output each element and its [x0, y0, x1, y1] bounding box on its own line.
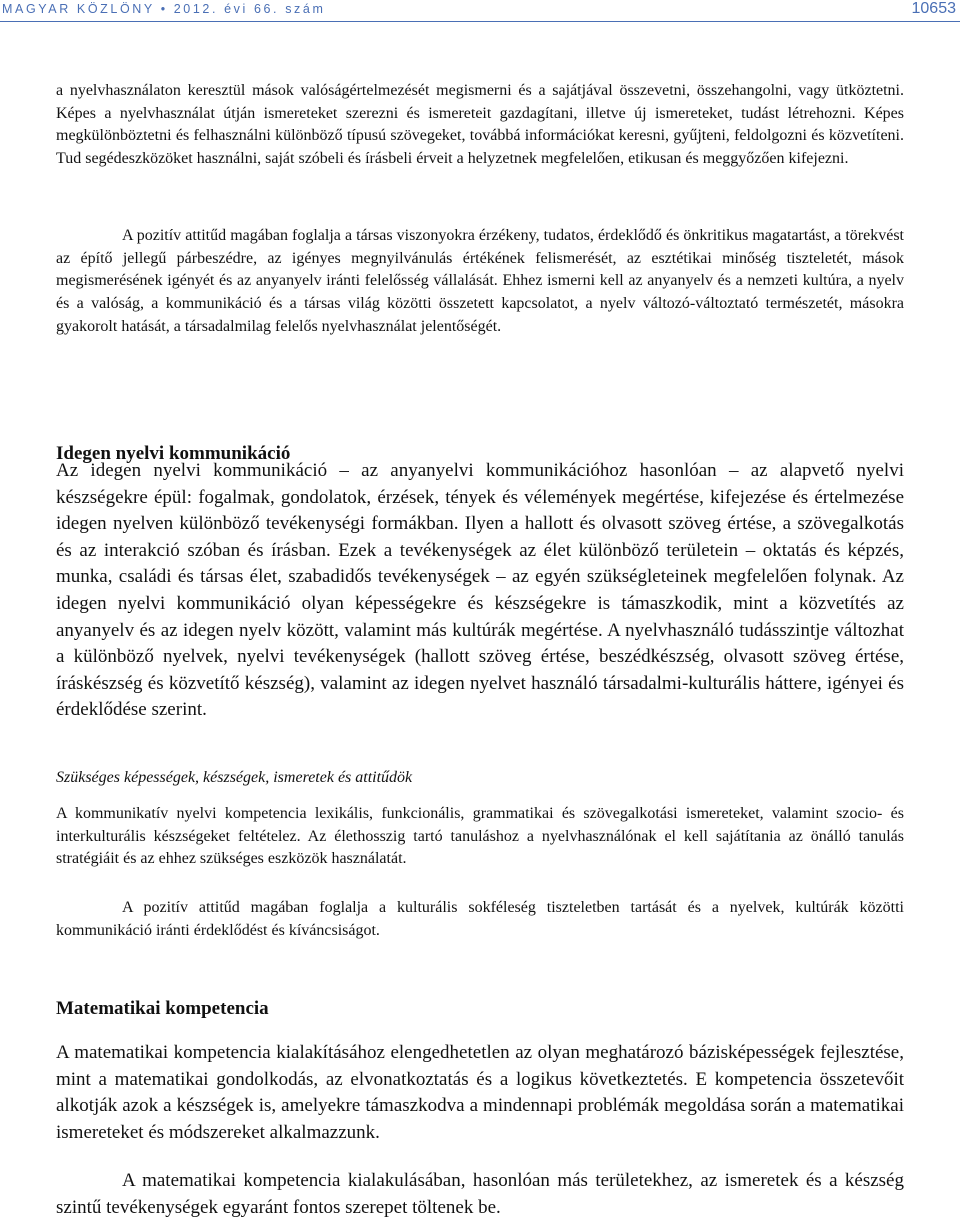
section-heading-mathematics: Matematikai kompetencia: [56, 998, 269, 1019]
math-paragraph-2: A matematikai kompetencia kialakulásában, hasonlóan más területekhez, az ismeretek és a készség szintű tevékenységek egyaránt fontos szerepet töltenek be.: [56, 1170, 904, 1218]
header-rule: [0, 21, 960, 22]
page-number: 10653: [911, 0, 956, 17]
intro-paragraph-1: a nyelvhasználaton keresztül mások valóságértelmezését megismerni és a sajátjával összevetni, összehangolni, vagy ütköztetni. Képes a nyelvhasználat útján ismereteket szerezni és ismereteit gazdagítani, illetve új ismereteket, tudást létrehozni. Képes megkülönböztetni és felhasználni különböző típusú szövegeket, továbbá információkat keresni, gyűjteni, feldolgozni és közvetíteni. Tud segédeszközöket használni, saját szóbeli és írásbeli érveit a helyzetnek megfelelően, etikusan és meggyőzően kifejezni.: [56, 82, 904, 168]
math-paragraph-1: A matematikai kompetencia kialakításához elengedhetetlen az olyan meghatározó bázisképességek fejlesztése, mint a matematikai gondolkodás, az elvonatkoztatás és a logikus következtetés. E kompetencia összetevőit alkotják azok a készségek is, amelyekre támaszkodva a mindennapi problémák megoldása során a matematikai ismereteket és módszereket alkalmazzunk.: [56, 1042, 904, 1143]
foreign-subheading: Szükséges képességek, készségek, ismeretek és attitűdök: [56, 769, 413, 786]
foreign-paragraph-2: A kommunikatív nyelvi kompetencia lexikális, funkcionális, grammatikai és szövegalkotási ismereteket, valamint szocio- és interkulturális készségeket feltételez. Az élethosszig tartó tanuláshoz a nyelvhasználónak el kell sajátítania az önálló tanulás stratégiáit és az ehhez szükséges eszközök használatát.: [56, 805, 904, 868]
foreign-paragraph-1: Az idegen nyelvi kommunikáció – az anyanyelvi kommunikációhoz hasonlóan – az alapvető nyelvi készségekre épül: fogalmak, gondolatok, érzések, tények és vélemények megértése, kifejezése és értelmezése idegen nyelven különböző tevékenységi formákban. Ilyen a hallott és olvasott szöveg értése, a szövegalkotás és az interakció szóban és írásban. Ezek a tevékenységek az élet különböző területein – oktatás és képzés, munka, családi és társas élet, szabadidős tevékenységek – az egyén szükségleteinek megfelelően folynak. Az idegen nyelvi kommunikáció olyan képességekre és készségekre is támaszkodik, mint a közvetítés az anyanyelv és az idegen nyelv között, valamint más kultúrák megértése. A nyelvhasználó tudásszintje változhat a különböző nyelvek, nyelvi tevékenységek (hallott szöveg értése, beszédkészség, olvasott szöveg értése, íráskészség és közvetítő készség), valamint az idegen nyelvet használó társadalmi-kulturális háttere, igényei és érdeklődése szerint.: [56, 460, 904, 721]
intro-paragraph-2: A pozitív attitűd magában foglalja a társas viszonyokra érzékeny, tudatos, érdeklődő és önkritikus magatartást, a törekvést az építő jellegű párbeszédre, az igényes megnyilvánulás értékének felismerését, az esztétikai minőség tiszteletét, mások megismerésének igényét és az anyanyelv iránti felelősség vállalását. Ehhez ismerni kell az anyanyelv és a nemzeti kultúra, a nyelv és a valóság, a kommunikáció és a társas világ közötti összetett kapcsolatot, a nyelv változó-változtató természetét, másokra gyakorolt hatását, a társadalmilag felelős nyelvhasználat jelentőségét.: [56, 227, 904, 335]
journal-title: MAGYAR KÖZLÖNY • 2012. évi 66. szám: [2, 2, 326, 16]
section-heading-foreign-language: Idegen nyelvi kommunikáció: [56, 443, 291, 464]
foreign-paragraph-3: A pozitív attitűd magában foglalja a kulturális sokféleség tiszteletben tartását és a nyelvek, kultúrák közötti kommunikáció iránti érdeklődést és kíváncsiságot.: [56, 899, 904, 939]
